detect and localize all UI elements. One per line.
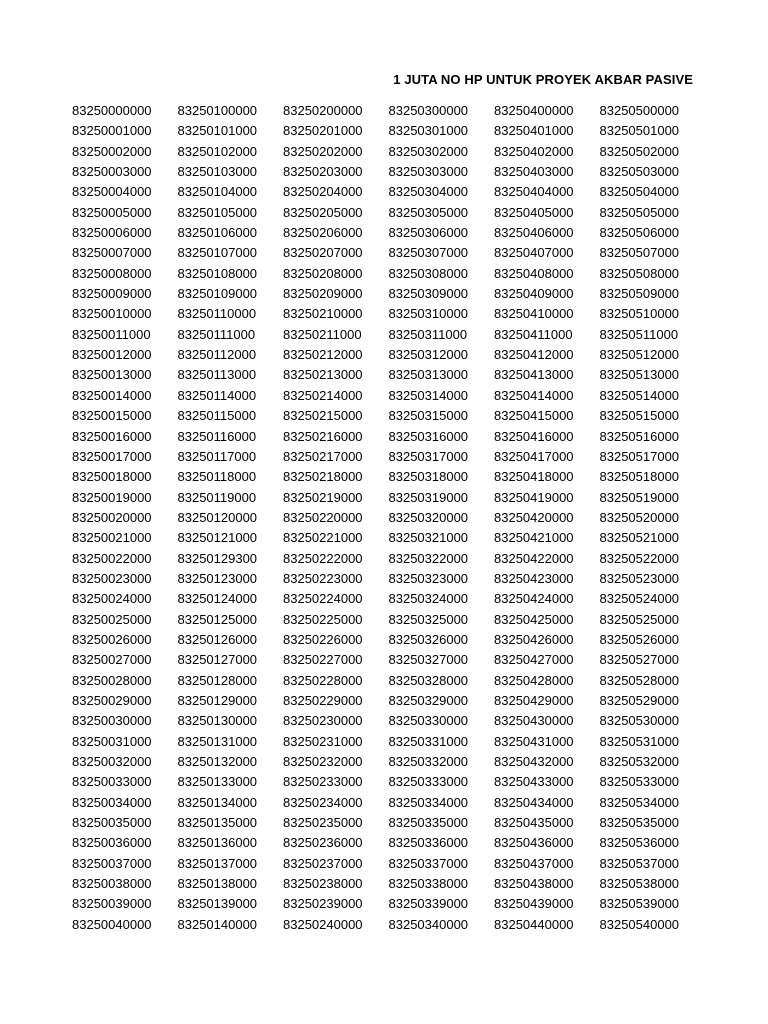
phone-number: 83250320000 <box>388 509 469 525</box>
phone-number: 83250422000 <box>494 550 574 566</box>
phone-number: 83250520000 <box>599 509 680 525</box>
phone-number: 83250309000 <box>388 286 469 302</box>
phone-number: 83250438000 <box>494 876 574 892</box>
phone-number: 83250123000 <box>177 570 258 586</box>
phone-number: 83250015000 <box>72 408 152 424</box>
phone-number: 83250109000 <box>177 286 258 302</box>
phone-number: 83250225000 <box>283 611 363 627</box>
phone-number: 83250208000 <box>283 265 363 281</box>
phone-number: 83250415000 <box>494 408 574 424</box>
phone-number: 83250328000 <box>388 672 469 688</box>
phone-number: 83250135000 <box>177 815 258 831</box>
phone-number: 83250203000 <box>283 164 363 180</box>
phone-number: 83250129300 <box>177 550 258 566</box>
phone-number: 83250121000 <box>177 530 258 546</box>
phone-number: 83250131000 <box>177 733 258 749</box>
phone-number: 83250019000 <box>72 489 152 505</box>
phone-number: 83250124000 <box>177 591 258 607</box>
phone-number: 83250507000 <box>599 245 680 261</box>
phone-number: 83250410000 <box>494 306 574 322</box>
phone-number: 83250525000 <box>599 611 680 627</box>
phone-number: 83250010000 <box>72 306 152 322</box>
phone-number: 83250301000 <box>388 123 469 139</box>
phone-number: 83250413000 <box>494 367 574 383</box>
phone-number: 83250040000 <box>72 916 152 932</box>
phone-number: 83250326000 <box>388 631 469 647</box>
phone-number: 83250531000 <box>599 733 680 749</box>
phone-number: 83250307000 <box>388 245 469 261</box>
phone-number: 83250105000 <box>177 204 258 220</box>
phone-number: 83250519000 <box>599 489 680 505</box>
phone-number: 83250312000 <box>388 347 469 363</box>
phone-number: 83250333000 <box>388 774 469 790</box>
phone-number: 83250325000 <box>388 611 469 627</box>
phone-number: 83250139000 <box>177 896 258 912</box>
phone-number: 83250114000 <box>177 387 257 403</box>
phone-number: 83250024000 <box>72 591 152 607</box>
phone-number: 83250436000 <box>494 835 574 851</box>
phone-number: 83250120000 <box>177 509 258 525</box>
phone-number: 83250522000 <box>599 550 680 566</box>
phone-number: 83250409000 <box>494 286 574 302</box>
phone-number: 83250110000 <box>177 306 257 322</box>
phone-number: 83250535000 <box>599 815 680 831</box>
phone-number: 83250311000 <box>388 326 468 342</box>
phone-number: 83250505000 <box>599 204 680 220</box>
phone-number: 83250323000 <box>388 570 469 586</box>
phone-number: 83250039000 <box>72 896 152 912</box>
phone-number: 83250033000 <box>72 774 152 790</box>
phone-number: 83250530000 <box>599 713 680 729</box>
phone-number: 83250503000 <box>599 164 680 180</box>
phone-number: 83250322000 <box>388 550 469 566</box>
phone-number: 83250306000 <box>388 225 469 241</box>
phone-number: 83250539000 <box>599 896 680 912</box>
phone-number: 83250231000 <box>283 733 363 749</box>
phone-number: 83250434000 <box>494 794 574 810</box>
phone-number: 83250038000 <box>72 876 152 892</box>
phone-number: 83250534000 <box>599 794 680 810</box>
phone-number: 83250118000 <box>177 469 257 485</box>
phone-number: 83250527000 <box>599 652 680 668</box>
phone-number: 83250232000 <box>283 754 363 769</box>
phone-number: 83250022000 <box>72 550 152 566</box>
phone-number: 83250234000 <box>283 794 363 810</box>
phone-number: 83250008000 <box>72 265 152 281</box>
phone-number: 83250511000 <box>599 326 679 342</box>
phone-number: 83250207000 <box>283 245 363 261</box>
phone-number: 83250240000 <box>283 916 363 932</box>
phone-number: 83250513000 <box>599 367 680 383</box>
phone-number: 83250102000 <box>177 143 258 159</box>
phone-number: 83250227000 <box>283 652 363 668</box>
phone-number: 83250423000 <box>494 570 574 586</box>
phone-number: 83250204000 <box>283 184 363 200</box>
phone-number: 83250212000 <box>283 347 363 363</box>
phone-number: 83250103000 <box>177 164 258 180</box>
phone-number: 83250119000 <box>177 489 257 505</box>
phone-number: 83250315000 <box>388 408 469 424</box>
phone-number: 83250526000 <box>599 631 680 647</box>
phone-number: 83250136000 <box>177 835 258 851</box>
phone-number: 83250107000 <box>177 245 258 261</box>
number-column <box>600 101 706 935</box>
phone-number: 83250021000 <box>72 530 152 546</box>
phone-number: 83250111000 <box>177 326 256 342</box>
phone-number: 83250304000 <box>388 184 469 200</box>
phone-number: 83250302000 <box>388 143 469 159</box>
number-column <box>72 101 178 935</box>
document-title: 1 JUTA NO HP UNTUK PROYEK AKBAR PASIVE <box>393 72 693 87</box>
phone-number: 83250430000 <box>494 713 574 729</box>
phone-number: 83250032000 <box>72 754 152 769</box>
phone-number: 83250132000 <box>177 754 258 769</box>
phone-number: 83250416000 <box>494 428 574 444</box>
phone-number: 83250128000 <box>177 672 258 688</box>
phone-number: 83250408000 <box>494 265 574 281</box>
phone-number: 83250202000 <box>283 143 363 159</box>
phone-number: 83250529000 <box>599 692 680 708</box>
phone-number: 83250218000 <box>283 469 363 485</box>
phone-number: 83250319000 <box>388 489 469 505</box>
phone-number: 83250418000 <box>494 469 574 485</box>
phone-number: 83250407000 <box>494 245 574 261</box>
phone-number: 83250214000 <box>283 387 363 403</box>
phone-number: 83250009000 <box>72 286 152 302</box>
phone-number: 83250412000 <box>494 347 574 363</box>
phone-number: 83250205000 <box>283 204 363 220</box>
phone-number: 83250327000 <box>388 652 469 668</box>
phone-number: 83250005000 <box>72 204 152 220</box>
phone-number: 83250025000 <box>72 611 152 627</box>
phone-number: 83250310000 <box>388 306 469 322</box>
phone-number: 83250239000 <box>283 896 363 912</box>
phone-number: 83250508000 <box>599 265 680 281</box>
phone-number: 83250213000 <box>283 367 363 383</box>
phone-number: 83250034000 <box>72 794 152 810</box>
phone-number: 83250112000 <box>177 347 257 363</box>
phone-number: 83250226000 <box>283 631 363 647</box>
phone-number: 83250533000 <box>599 774 680 790</box>
phone-number: 83250321000 <box>388 530 469 546</box>
phone-number: 83250414000 <box>494 387 574 403</box>
phone-number: 83250130000 <box>177 713 258 729</box>
number-column <box>178 101 284 935</box>
phone-number: 83250012000 <box>72 347 152 363</box>
phone-number: 83250011000 <box>72 326 151 342</box>
phone-number: 83250303000 <box>388 164 469 180</box>
phone-number: 83250518000 <box>599 469 680 485</box>
phone-number: 83250439000 <box>494 896 574 912</box>
phone-number: 83250339000 <box>388 896 469 912</box>
phone-number: 83250501000 <box>599 123 680 139</box>
phone-number: 83250440000 <box>494 916 574 932</box>
phone-number: 83250113000 <box>177 367 257 383</box>
phone-number: 83250316000 <box>388 428 469 444</box>
phone-number: 83250037000 <box>72 855 152 871</box>
phone-number: 83250014000 <box>72 387 152 403</box>
phone-number: 83250238000 <box>283 876 363 892</box>
phone-number: 83250512000 <box>599 347 680 363</box>
number-column <box>389 101 495 935</box>
phone-number: 83250125000 <box>177 611 258 627</box>
phone-number: 83250504000 <box>599 184 680 200</box>
phone-number: 83250506000 <box>599 225 680 241</box>
phone-number: 83250201000 <box>283 123 363 139</box>
phone-number: 83250532000 <box>599 754 680 769</box>
phone-number: 83250031000 <box>72 733 152 749</box>
phone-number: 83250129000 <box>177 692 258 708</box>
phone-number: 83250502000 <box>599 143 680 159</box>
phone-number: 83250509000 <box>599 286 680 302</box>
phone-number: 83250426000 <box>494 631 574 647</box>
phone-number: 83250300000 <box>388 103 469 118</box>
phone-number: 83250314000 <box>388 387 469 403</box>
phone-number: 83250313000 <box>388 367 469 383</box>
phone-number: 83250115000 <box>177 408 257 424</box>
phone-number: 83250308000 <box>388 265 469 281</box>
phone-number: 83250229000 <box>283 692 363 708</box>
phone-number: 83250417000 <box>494 448 574 464</box>
phone-number: 83250324000 <box>388 591 469 607</box>
phone-number: 83250209000 <box>283 286 363 302</box>
phone-number: 83250206000 <box>283 225 363 241</box>
phone-number: 83250424000 <box>494 591 574 607</box>
phone-number: 83250228000 <box>283 672 363 688</box>
phone-number: 83250404000 <box>494 184 574 200</box>
phone-number: 83250419000 <box>494 489 574 505</box>
phone-number: 83250023000 <box>72 570 152 586</box>
phone-number: 83250538000 <box>599 876 680 892</box>
phone-number: 83250317000 <box>388 448 469 464</box>
phone-number: 83250036000 <box>72 835 152 851</box>
phone-number: 83250221000 <box>283 530 363 546</box>
phone-number: 83250219000 <box>283 489 363 505</box>
phone-number: 83250035000 <box>72 815 152 831</box>
phone-number: 83250210000 <box>283 306 363 322</box>
phone-number: 83250211000 <box>283 326 362 342</box>
phone-number: 83250330000 <box>388 713 469 729</box>
phone-number: 83250215000 <box>283 408 363 424</box>
phone-number: 83250435000 <box>494 815 574 831</box>
phone-number: 83250127000 <box>177 652 258 668</box>
phone-number: 83250340000 <box>388 916 469 932</box>
phone-number: 83250016000 <box>72 428 152 444</box>
phone-number: 83250336000 <box>388 835 469 851</box>
phone-number: 83250007000 <box>72 245 152 261</box>
phone-number: 83250027000 <box>72 652 152 668</box>
phone-number: 83250433000 <box>494 774 574 790</box>
phone-number: 83250230000 <box>283 713 363 729</box>
phone-number: 83250013000 <box>72 367 152 383</box>
phone-number: 83250133000 <box>177 774 258 790</box>
phone-number: 83250528000 <box>599 672 680 688</box>
phone-number: 83250406000 <box>494 225 574 241</box>
phone-number: 83250017000 <box>72 448 152 464</box>
phone-number: 83250222000 <box>283 550 363 566</box>
phone-number: 83250523000 <box>599 570 680 586</box>
phone-number: 83250006000 <box>72 225 152 241</box>
phone-number: 83250431000 <box>494 733 574 749</box>
phone-number: 83250421000 <box>494 530 574 546</box>
phone-number: 83250437000 <box>494 855 574 871</box>
phone-number: 83250425000 <box>494 611 574 627</box>
phone-number: 83250420000 <box>494 509 574 525</box>
phone-number: 83250137000 <box>177 855 258 871</box>
phone-number: 83250216000 <box>283 428 363 444</box>
phone-number: 83250510000 <box>599 306 680 322</box>
phone-number: 83250331000 <box>388 733 469 749</box>
phone-number: 83250516000 <box>599 428 680 444</box>
phone-number: 83250400000 <box>494 103 574 118</box>
phone-number: 83250514000 <box>599 387 680 403</box>
phone-number: 83250200000 <box>283 103 363 118</box>
phone-number: 83250428000 <box>494 672 574 688</box>
phone-number: 83250334000 <box>388 794 469 810</box>
phone-number: 83250001000 <box>72 123 152 139</box>
phone-number: 83250138000 <box>177 876 258 892</box>
phone-number: 83250411000 <box>494 326 573 342</box>
phone-number: 83250003000 <box>72 164 152 180</box>
phone-number: 83250521000 <box>599 530 680 546</box>
phone-number: 83250236000 <box>283 835 363 851</box>
phone-number: 83250338000 <box>388 876 469 892</box>
phone-number-grid <box>72 101 705 935</box>
phone-number: 83250524000 <box>599 591 680 607</box>
phone-number: 83250101000 <box>177 123 258 139</box>
phone-number: 83250100000 <box>177 103 258 118</box>
phone-number: 83250018000 <box>72 469 152 485</box>
phone-number: 83250020000 <box>72 509 152 525</box>
phone-number: 83250335000 <box>388 815 469 831</box>
phone-number: 83250233000 <box>283 774 363 790</box>
number-column <box>494 101 600 935</box>
phone-number: 83250237000 <box>283 855 363 871</box>
phone-number: 83250318000 <box>388 469 469 485</box>
phone-number: 83250106000 <box>177 225 258 241</box>
phone-number: 83250217000 <box>283 448 363 464</box>
phone-number: 83250026000 <box>72 631 152 647</box>
phone-number: 83250536000 <box>599 835 680 851</box>
phone-number: 83250337000 <box>388 855 469 871</box>
phone-number: 83250402000 <box>494 143 574 159</box>
number-column <box>283 101 389 935</box>
phone-number: 83250405000 <box>494 204 574 220</box>
phone-number: 83250117000 <box>177 448 257 464</box>
phone-number: 83250028000 <box>72 672 152 688</box>
phone-number: 83250004000 <box>72 184 152 200</box>
phone-number: 83250029000 <box>72 692 152 708</box>
phone-number: 83250500000 <box>599 103 680 118</box>
phone-number: 83250030000 <box>72 713 152 729</box>
phone-number: 83250235000 <box>283 815 363 831</box>
phone-number: 83250515000 <box>599 408 680 424</box>
phone-number: 83250134000 <box>177 794 258 810</box>
phone-number: 83250104000 <box>177 184 258 200</box>
phone-number: 83250116000 <box>177 428 257 444</box>
phone-number: 83250332000 <box>388 754 469 769</box>
phone-number: 83250140000 <box>177 916 258 932</box>
phone-number: 83250427000 <box>494 652 574 668</box>
phone-number: 83250220000 <box>283 509 363 525</box>
phone-number: 83250403000 <box>494 164 574 180</box>
phone-number: 83250432000 <box>494 754 574 769</box>
phone-number: 83250224000 <box>283 591 363 607</box>
phone-number: 83250108000 <box>177 265 258 281</box>
phone-number: 83250537000 <box>599 855 680 871</box>
phone-number: 83250329000 <box>388 692 469 708</box>
phone-number: 83250429000 <box>494 692 574 708</box>
phone-number: 83250002000 <box>72 143 152 159</box>
phone-number: 83250517000 <box>599 448 680 464</box>
phone-number: 83250401000 <box>494 123 574 139</box>
phone-number: 83250000000 <box>72 103 152 118</box>
phone-number: 83250305000 <box>388 204 469 220</box>
phone-number: 83250540000 <box>599 916 680 932</box>
phone-number: 83250223000 <box>283 570 363 586</box>
phone-number: 83250126000 <box>177 631 258 647</box>
